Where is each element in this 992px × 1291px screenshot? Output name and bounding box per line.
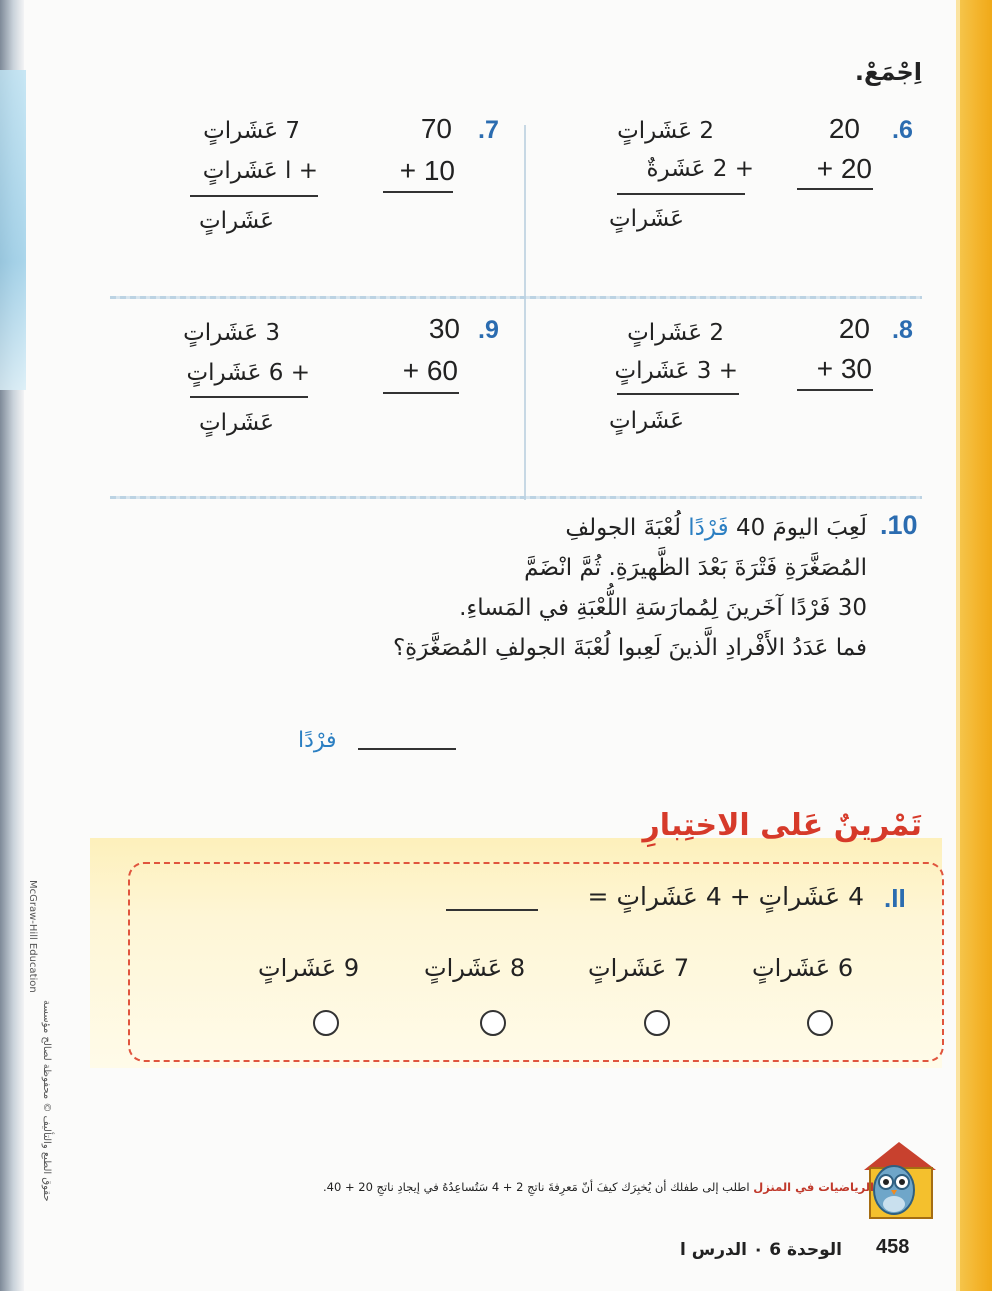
tens-answer-label: عَشَراتٍ (199, 208, 274, 234)
grid-horizontal-divider (110, 296, 922, 299)
option-radio-3[interactable] (480, 1010, 506, 1036)
option-radio-2[interactable] (644, 1010, 670, 1036)
tens-words-2: + ا عَشَراتٍ (202, 158, 318, 184)
addend-top: 20 (828, 113, 860, 144)
problem-number: .10 (880, 510, 918, 540)
tens-words-1: 7 عَشَراتٍ (203, 118, 300, 144)
grid-bottom-divider (110, 496, 922, 499)
instruction-heading: اِجْمَعْ. (854, 58, 922, 86)
sum-line (797, 389, 873, 391)
option-radio-4[interactable] (313, 1010, 339, 1036)
tens-sum-line (190, 195, 318, 197)
addend-bottom: + 20 (816, 153, 872, 184)
page-number: 458 (876, 1236, 910, 1258)
problem-number: .II (884, 883, 906, 913)
math-at-home-text: اطلب إلى طفلك أن يُخبِرَك كيفَ أنّ مَعرِفةَ ناتجِ 2 + 4 سَتُساعِدُهُ في إيجادِ ناتجِ 20 + 40. (323, 1180, 750, 1194)
tens-words-1: 2 عَشَراتٍ (617, 118, 714, 144)
option-label-3: 8 عَشَراتٍ (424, 954, 526, 982)
tens-sum-line (617, 393, 739, 395)
addend-top: 70 (420, 113, 452, 144)
addend-bottom: + 60 (402, 355, 458, 386)
page-edge-yellow (960, 0, 992, 1291)
problem-number: .7 (478, 116, 499, 144)
tens-answer-label: عَشَراتٍ (199, 410, 274, 436)
math-at-home-note (323, 1180, 874, 1194)
problem-line-1 (107, 508, 867, 548)
problem-number: .6 (892, 116, 913, 144)
tens-words-1: 3 عَشَراتٍ (183, 320, 280, 346)
addend-bottom: + 10 (399, 155, 455, 186)
problem-number: .8 (892, 316, 913, 344)
tens-answer-label: عَشَراتٍ (609, 206, 684, 232)
sum-line (383, 191, 453, 193)
line-1-text: لَعِبَ اليومَ 40 فَرْدًا لُعْبَةَ الجولفِ (565, 515, 867, 541)
tens-words-2: + 6 عَشَراتٍ (186, 360, 310, 386)
spine-color-tab (0, 70, 26, 390)
option-label-4: 9 عَشَراتٍ (258, 954, 360, 982)
question-text: 4 عَشَراتٍ + 4 عَشَراتٍ = (587, 882, 864, 911)
test-practice-title: تَمْرينٌ عَلى الاختِبارِ (642, 808, 922, 843)
problem-number: .9 (478, 316, 499, 344)
sum-line (383, 392, 459, 394)
problem-line-4: فما عَدَدُ الأَفْرادِ الَّذينَ لَعِبوا لُعْبَةَ الجولفِ المُصَغَّرَةِ؟ (392, 635, 867, 661)
highlighted-word: فَرْدًا (688, 515, 729, 541)
answer-unit: فرْدًا (298, 728, 337, 753)
answer-blank[interactable] (358, 748, 456, 750)
tens-sum-line (617, 193, 745, 195)
side-credit-copyright: حقوق الطبع والتأليف © محفوظة لصالح مؤسسة (41, 1000, 52, 1202)
grid-vertical-divider (524, 125, 526, 500)
addend-bottom: + 30 (816, 353, 872, 384)
page-edge-highlight (956, 0, 960, 1291)
owl-house-icon (856, 1136, 942, 1222)
tens-answer-label: عَشَراتٍ (609, 408, 684, 434)
unit-lesson-footer: الوحدة 6 ٠ الدرس ا (679, 1240, 842, 1260)
problem-line-3: 30 فَرْدًا آخَرينَ لِمُمارَسَةِ اللُّعْبَةِ في المَساءِ. (459, 595, 867, 621)
side-credit-publisher: McGraw-Hill Education (27, 880, 38, 993)
tens-sum-line (190, 396, 308, 398)
tens-words-2: + 2 عَشَرةٌ (646, 156, 754, 182)
option-label-2: 7 عَشَراتٍ (588, 954, 690, 982)
option-label-1: 6 عَشَراتٍ (752, 954, 854, 982)
addend-top: 30 (428, 313, 460, 344)
sum-line (797, 188, 873, 190)
math-at-home-label: الرياضيات في المنزل (753, 1180, 874, 1194)
addend-top: 20 (838, 313, 870, 344)
question-answer-blank[interactable] (446, 909, 538, 911)
problem-line-2: المُصَغَّرَةِ فَتْرَةَ بَعْدَ الظَّهيرَةِ. ثُمَّ انْضَمَّ (524, 555, 867, 581)
option-radio-1[interactable] (807, 1010, 833, 1036)
tens-words-1: 2 عَشَراتٍ (627, 320, 724, 346)
tens-words-2: + 3 عَشَراتٍ (614, 358, 738, 384)
